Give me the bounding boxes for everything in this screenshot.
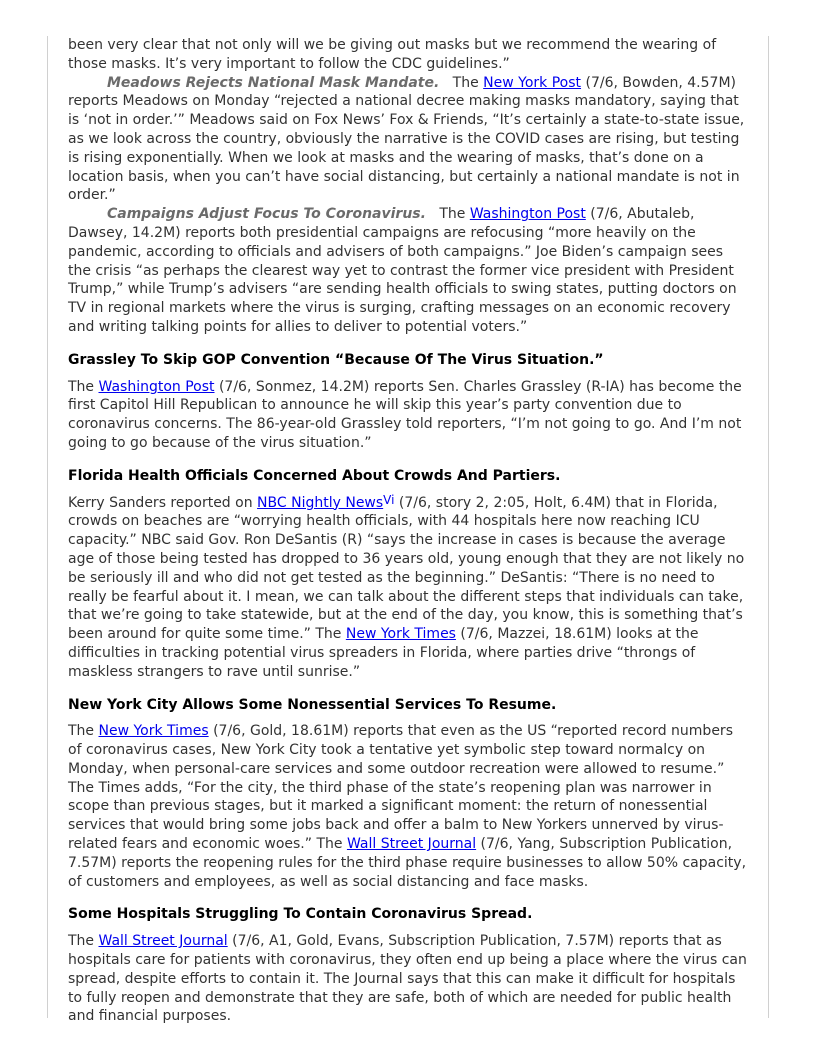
grassley-text: (7/6, Sonmez, 14.2M) reports Sen. Charles Grassley (R-IA) has become the first Capitol Hill Republican to announce he will skip this year’s party convention due to coronavirus concerns. The 86-year-old Grassley told reporters, “I’m not going to go. And I’m not going to go because of the virus situation.” xyxy=(68,378,742,451)
right-margin-rule xyxy=(768,36,769,1018)
left-margin-rule xyxy=(47,36,48,1018)
florida-mid: (7/6, story 2, 2:05, Holt, 6.4M) that in Florida, crowds on beaches are “worrying health officials, with 44 hospitals here now reaching ICU capacity.” NBC said Gov. Ron DeSantis (R) “says the increase in cases is because the average age of those being tested has dropped to 36 years old, young enough that they are not likely no be seriously ill and who did not get tested as the beginning.” DeSantis: “There is no need to really be fearful about it. I mean, we can talk about the different steps that individuals can take, that we’re going to take statewide, but at the end of the day, you know, this is something that’s been around for quite some time.” The xyxy=(68,494,745,643)
new-york-post-link[interactable]: New York Post xyxy=(483,74,582,91)
washington-post-link-2[interactable]: Washington Post xyxy=(98,378,215,395)
hospitals-text: (7/6, A1, Gold, Evans, Subscription Publication, 7.57M) reports that as hospitals care for patients with coronavirus, they often end up being a place where the virus can spread, despite efforts to contain it. The Journal says that this can make it difficult for hospitals to fully reopen and demonstrate that they are safe, both of which are needed for public health and financial purposes. xyxy=(68,933,747,1025)
campaigns-paragraph xyxy=(68,205,750,337)
campaigns-subhead: Campaigns Adjust Focus To Coronavirus. xyxy=(107,206,426,223)
florida-end: (7/6, Mazzei, 18.61M) looks at the difficulties in tracking potential virus spreaders in Florida, where parties drive “throngs of maskless strangers to rave until sunrise.” xyxy=(68,626,699,680)
grassley-pre: The xyxy=(68,378,99,395)
nyc-mid: (7/6, Gold, 18.61M) reports that even as the US “reported record numbers of coronavirus cases, New York City took a tentative yet symbolic step toward normalcy on Monday, when personal-care services and some outdoor recreation were allowed to resume.” The Times adds, “For the city, the third phase of the state’s reopening plan was narrower in scope than previous stages, but it marked a significant moment: the return of nonessential services that would bring some jobs back and offer a balm to New Yorkers unnerved by virus-related fears and economic woes.” The xyxy=(68,723,733,853)
video-superscript xyxy=(383,493,394,507)
nyc-end: (7/6, Yang, Subscription Publication, 7.57M) reports the reopening rules for the third phase require businesses to allow 50% capacity, of customers and employees, as well as social distancing and face masks. xyxy=(68,836,747,890)
new-york-times-link[interactable]: New York Times xyxy=(345,626,456,643)
new-york-times-link-2[interactable]: New York Times xyxy=(98,723,209,740)
nbc-nightly-news-link[interactable]: NBC Nightly News xyxy=(257,494,384,511)
meadows-pre: The xyxy=(452,74,484,91)
florida-pre: Kerry Sanders reported on xyxy=(68,494,258,511)
florida-paragraph xyxy=(68,494,750,682)
nyc-paragraph xyxy=(68,722,750,891)
wall-street-journal-link-2[interactable]: Wall Street Journal xyxy=(98,933,228,950)
meadows-text: (7/6, Bowden, 4.57M) reports Meadows on Monday “rejected a national decree making masks mandatory, saying that is ‘not in order.’” Meadows said on Fox News’ Fox & Friends, “It’s certainly a state-to-state issue, as we look across the country, obviously the narrative is the COVID cases are rising, but testing is rising exponentially. When we look at masks and the wearing of masks, that’s done on a location basis, when you can’t have social distancing, but certainly a national mandate is not in order.” xyxy=(68,74,745,204)
campaigns-text: (7/6, Abutaleb, Dawsey, 14.2M) reports both presidential campaigns are refocusing “more heavily on the pandemic, according to officials and advisers of both campaigns.” Joe Biden’s campaign sees the crisis “as perhaps the clearest way yet to contrast the former vice president with President Trump,” while Trump’s advisers “are sending health officials to swing states, putting doctors on TV in regional markets where the virus is surging, crafting messages on an economic recovery and writing talking points for allies to deliver to potential voters.” xyxy=(68,206,737,335)
nyc-pre: The xyxy=(68,723,99,740)
campaigns-pre: The xyxy=(439,206,470,223)
meadows-subhead: Meadows Rejects National Mask Mandate. xyxy=(107,74,440,91)
hospitals-heading: Some Hospitals Struggling To Contain Coronavirus Spread. xyxy=(68,906,533,923)
washington-post-link[interactable]: Washington Post xyxy=(469,206,586,223)
hospitals-paragraph xyxy=(68,932,750,1026)
document-body xyxy=(68,36,750,1026)
wall-street-journal-link[interactable]: Wall Street Journal xyxy=(346,836,477,853)
hospitals-pre: The xyxy=(68,933,99,950)
nyc-heading: New York City Allows Some Nonessential Services To Resume. xyxy=(68,696,557,713)
video-link[interactable]: Vi xyxy=(383,492,395,507)
grassley-heading: Grassley To Skip GOP Convention “Because Of The Virus Situation.” xyxy=(68,351,604,368)
meadows-paragraph xyxy=(68,74,750,206)
grassley-paragraph xyxy=(68,378,750,453)
intro-paragraph: been very clear that not only will we be giving out masks but we recommend the wearing of those masks. It’s very important to follow the CDC guidelines.” xyxy=(68,37,717,72)
florida-heading: Florida Health Officials Concerned About Crowds And Partiers. xyxy=(68,467,561,484)
